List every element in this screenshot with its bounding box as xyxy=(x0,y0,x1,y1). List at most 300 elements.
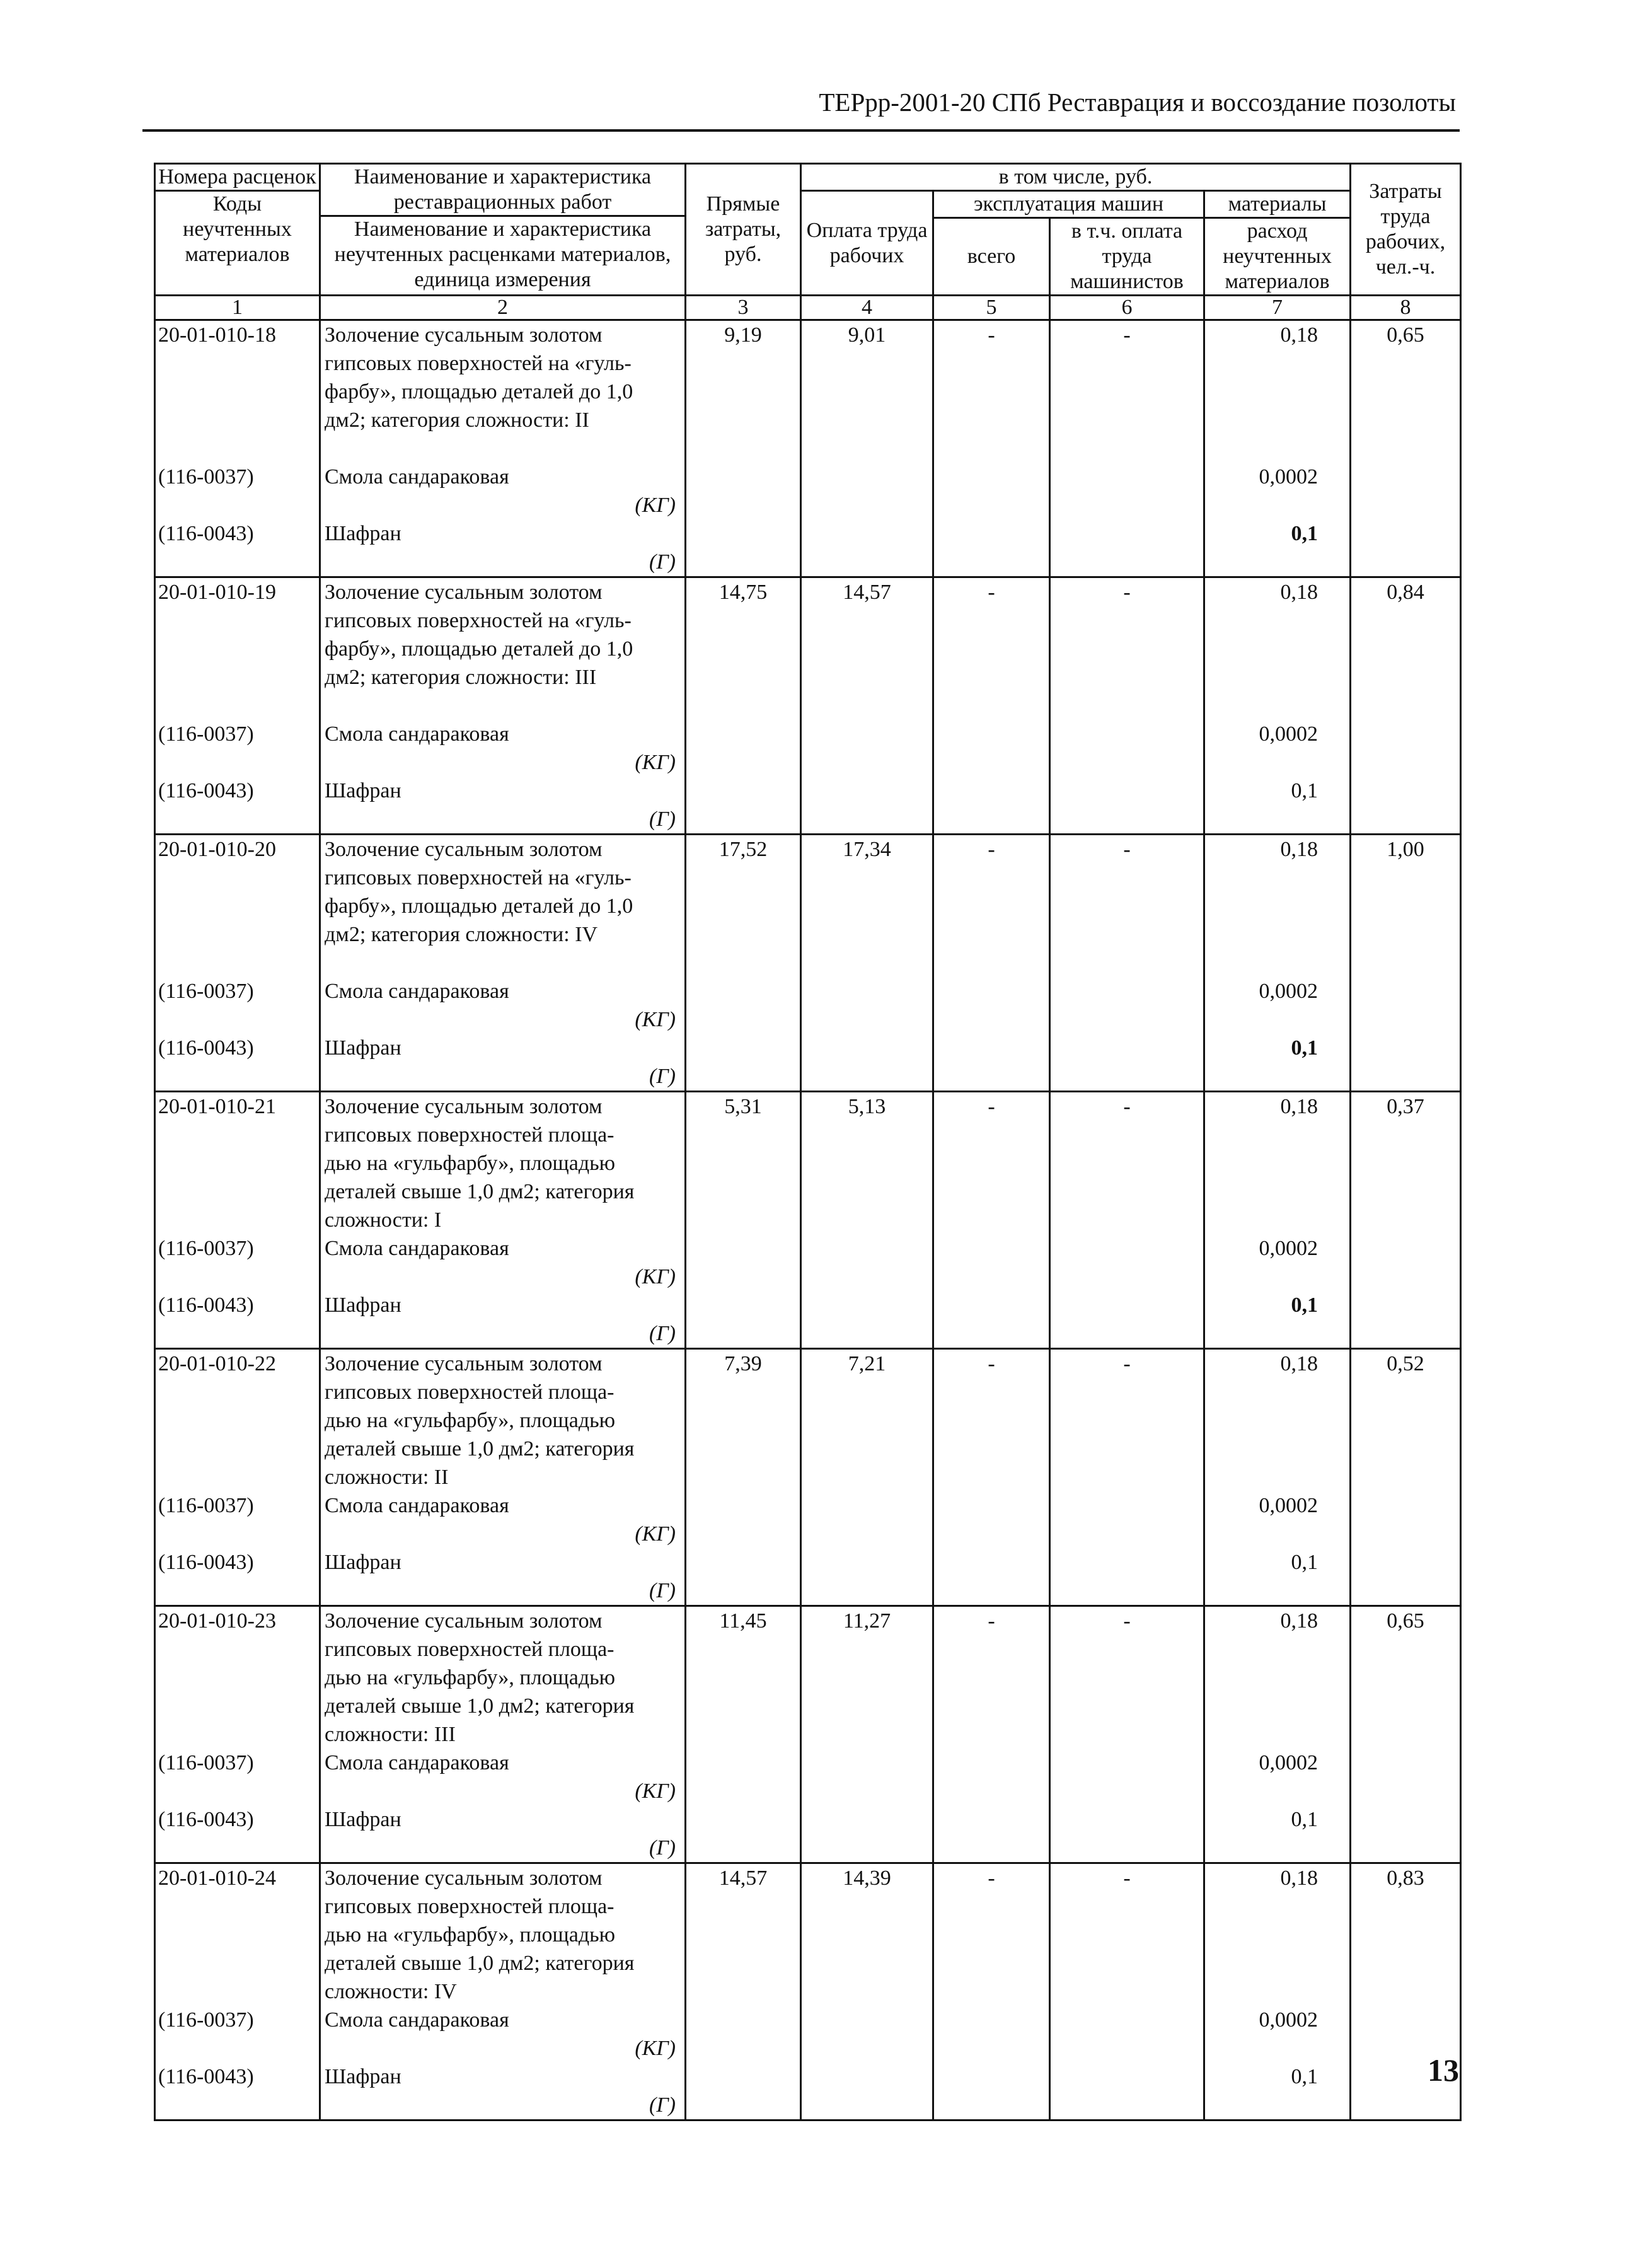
spacer-line xyxy=(1208,1663,1318,1692)
spacer-line xyxy=(158,892,316,920)
spacer-line xyxy=(1208,920,1318,949)
header-name-top: Наименование и характеристика реставрационных работ xyxy=(321,165,684,217)
material-name: Смола сандараковая xyxy=(325,722,509,746)
header-name-cell xyxy=(320,164,686,296)
direct-cost-value: 7,39 xyxy=(724,1352,762,1375)
direct-cost-value: 11,45 xyxy=(719,1609,767,1633)
header-wages: Оплата труда рабочих xyxy=(801,191,933,296)
spacer-line xyxy=(158,2034,316,2063)
code-cell xyxy=(155,1606,320,1863)
work-description-line: сложности: III xyxy=(325,1723,456,1746)
spacer-line xyxy=(1208,378,1318,406)
material-name: Шафран xyxy=(325,779,401,802)
spacer-line xyxy=(1208,1206,1318,1234)
direct-cost-value-cell xyxy=(686,1349,801,1606)
description-cell xyxy=(320,577,686,835)
work-description-line: фарбу», площадью деталей до 1,0 xyxy=(325,380,633,403)
spacer-line xyxy=(1208,1121,1318,1149)
direct-cost-value-cell xyxy=(686,577,801,835)
machinist-wages-value: - xyxy=(1123,1352,1131,1375)
material-name: Смола сандараковая xyxy=(325,465,509,489)
material-code: (116-0037) xyxy=(158,465,254,489)
materials-cell xyxy=(1204,1349,1351,1606)
material-code: (116-0037) xyxy=(158,722,254,746)
spacer-line xyxy=(158,1977,316,2006)
spacer-line xyxy=(1208,663,1318,691)
spacer-line xyxy=(158,920,316,949)
materials-value: 0,18 xyxy=(1280,1866,1318,1890)
work-description-line: деталей свыше 1,0 дм2; категория xyxy=(325,1437,635,1461)
labor-value: 0,37 xyxy=(1387,1095,1424,1118)
material-name: Шафран xyxy=(325,1808,401,1831)
column-number: 6 xyxy=(1050,296,1204,320)
material-amount: 0,0002 xyxy=(1259,1751,1318,1774)
table-row xyxy=(155,1606,1461,1863)
direct-cost-value-cell xyxy=(686,835,801,1092)
machines-total-value: - xyxy=(988,581,995,604)
materials-value: 0,18 xyxy=(1280,1095,1318,1118)
machines-total-value-cell xyxy=(933,320,1050,577)
material-code: (116-0037) xyxy=(158,1751,254,1774)
spacer-line xyxy=(158,949,316,977)
spacer-line xyxy=(158,1121,316,1149)
work-description-line: гипсовых поверхностей площа- xyxy=(325,1123,615,1147)
spacer-line xyxy=(158,1921,316,1949)
wages-value-cell xyxy=(801,1092,933,1349)
spacer-line xyxy=(1208,2034,1318,2063)
machinist-wages-value-cell xyxy=(1050,577,1204,835)
wages-value: 14,57 xyxy=(843,581,891,604)
spacer-line xyxy=(1208,1263,1318,1291)
material-unit: (Г) xyxy=(649,550,676,574)
table-row xyxy=(155,577,1461,835)
machines-total-value-cell xyxy=(933,1349,1050,1606)
machines-total-value: - xyxy=(988,838,995,861)
material-amount: 0,1 xyxy=(1291,1808,1318,1831)
spacer-line xyxy=(158,1520,316,1548)
code-cell xyxy=(155,320,320,577)
header-materials-consumption: расход неучтенных материалов xyxy=(1204,218,1351,296)
spacer-line xyxy=(1208,1949,1318,1977)
rate-code: 20-01-010-20 xyxy=(158,838,276,861)
material-unit: (Г) xyxy=(649,1322,676,1345)
work-description-line: фарбу», площадью деталей до 1,0 xyxy=(325,637,633,661)
material-code: (116-0043) xyxy=(158,779,254,802)
machinist-wages-value: - xyxy=(1123,1095,1131,1118)
machines-total-value-cell xyxy=(933,1863,1050,2120)
table-row xyxy=(155,835,1461,1092)
material-name: Смола сандараковая xyxy=(325,1751,509,1774)
work-description-line: фарбу», площадью деталей до 1,0 xyxy=(325,894,633,918)
spacer-line xyxy=(158,864,316,892)
description-cell xyxy=(320,1863,686,2120)
spacer-line xyxy=(1208,434,1318,463)
material-unit: (КГ) xyxy=(635,1008,676,1031)
material-amount: 0,1 xyxy=(1291,2065,1318,2088)
material-unit: (Г) xyxy=(649,1065,676,1088)
wages-value: 14,39 xyxy=(843,1866,891,1890)
material-code: (116-0043) xyxy=(158,1808,254,1831)
materials-cell xyxy=(1204,577,1351,835)
work-description-line: дью на «гульфарбу», площадью xyxy=(325,1409,616,1432)
column-number: 1 xyxy=(155,296,320,320)
materials-cell xyxy=(1204,835,1351,1092)
wages-value-cell xyxy=(801,1349,933,1606)
material-code: (116-0043) xyxy=(158,522,254,545)
materials-value: 0,18 xyxy=(1280,838,1318,861)
description-cell xyxy=(320,1606,686,1863)
work-description-line: Золочение сусальным золотом xyxy=(325,323,603,347)
machines-total-value: - xyxy=(988,1866,995,1890)
material-unit: (КГ) xyxy=(635,494,676,517)
spacer-line xyxy=(158,635,316,663)
spacer-line xyxy=(1208,1692,1318,1720)
spacer-line xyxy=(158,406,316,434)
wages-value: 17,34 xyxy=(843,838,891,861)
column-number: 2 xyxy=(320,296,686,320)
machinist-wages-value: - xyxy=(1123,1609,1131,1633)
material-name: Шафран xyxy=(325,2065,401,2088)
spacer-line xyxy=(158,1692,316,1720)
spacer-line xyxy=(1208,864,1318,892)
work-description-line: Золочение сусальным золотом xyxy=(325,1095,603,1118)
spacer-line xyxy=(1208,491,1318,519)
wages-value: 7,21 xyxy=(848,1352,886,1375)
spacer-line xyxy=(158,1720,316,1749)
material-amount: 0,0002 xyxy=(1259,465,1318,489)
spacer-line xyxy=(158,434,316,463)
header-code-cell xyxy=(155,164,320,296)
materials-cell xyxy=(1204,1863,1351,2120)
spacer-line xyxy=(1208,892,1318,920)
machines-total-value: - xyxy=(988,1352,995,1375)
spacer-line xyxy=(158,1378,316,1406)
materials-cell xyxy=(1204,1092,1351,1349)
document-header: ТЕРрр-2001-20 СПб Реставрация и воссоздание позолоты xyxy=(819,88,1456,117)
code-cell xyxy=(155,1863,320,2120)
material-unit: (КГ) xyxy=(635,2037,676,2060)
material-code: (116-0037) xyxy=(158,980,254,1003)
spacer-line xyxy=(1208,1435,1318,1463)
spacer-line xyxy=(158,1892,316,1921)
materials-value: 0,18 xyxy=(1280,581,1318,604)
work-description-line: дм2; категория сложности: III xyxy=(325,666,597,689)
header-code-top: Номера расценок xyxy=(156,165,319,192)
spacer-line xyxy=(1208,748,1318,777)
wages-value-cell xyxy=(801,835,933,1092)
material-unit: (Г) xyxy=(649,2093,676,2117)
spacer-line xyxy=(158,663,316,691)
material-name: Шафран xyxy=(325,522,401,545)
work-description-line: Золочение сусальным золотом xyxy=(325,581,603,604)
material-unit: (КГ) xyxy=(635,1779,676,1803)
material-unit: (КГ) xyxy=(635,1265,676,1288)
page-number: 13 xyxy=(1428,2052,1459,2088)
spacer-line xyxy=(1208,1977,1318,2006)
description-cell xyxy=(320,1092,686,1349)
work-description-line: Золочение сусальным золотом xyxy=(325,1352,603,1375)
material-name: Смола сандараковая xyxy=(325,980,509,1003)
wages-value-cell xyxy=(801,1863,933,2120)
direct-cost-value: 9,19 xyxy=(724,323,762,347)
work-description-line: гипсовых поверхностей на «гуль- xyxy=(325,866,632,889)
spacer-line xyxy=(1208,1635,1318,1663)
spacer-line xyxy=(1208,1892,1318,1921)
material-amount: 0,1 xyxy=(1291,1551,1318,1574)
header-machines: эксплуатация машин xyxy=(933,191,1204,218)
column-number: 7 xyxy=(1204,296,1351,320)
table-row xyxy=(155,1349,1461,1606)
spacer-line xyxy=(1208,691,1318,720)
work-description-line: гипсовых поверхностей на «гуль- xyxy=(325,352,632,375)
material-name: Смола сандараковая xyxy=(325,2008,509,2032)
code-cell xyxy=(155,577,320,835)
material-code: (116-0037) xyxy=(158,1494,254,1517)
material-name: Шафран xyxy=(325,1551,401,1574)
labor-cell xyxy=(1351,320,1461,577)
spacer-line xyxy=(158,491,316,519)
material-code: (116-0043) xyxy=(158,1036,254,1060)
code-cell xyxy=(155,1349,320,1606)
rate-code: 20-01-010-22 xyxy=(158,1352,276,1375)
materials-cell xyxy=(1204,1606,1351,1863)
labor-value: 0,52 xyxy=(1387,1352,1424,1375)
header-materials: материалы xyxy=(1204,191,1351,218)
work-description-line: Золочение сусальным золотом xyxy=(325,1866,603,1890)
material-unit: (КГ) xyxy=(635,1522,676,1546)
table-row xyxy=(155,1092,1461,1349)
spacer-line xyxy=(1208,1463,1318,1491)
labor-cell xyxy=(1351,835,1461,1092)
spacer-line xyxy=(1208,1378,1318,1406)
rate-code: 20-01-010-19 xyxy=(158,581,276,604)
spacer-line xyxy=(158,606,316,635)
header-name-bottom: Наименование и характеристика неучтенных расценками материалов, единица измерения xyxy=(334,217,671,291)
spacer-line xyxy=(1208,1720,1318,1749)
machines-total-value: - xyxy=(988,1095,995,1118)
spacer-line xyxy=(158,1777,316,1805)
code-cell xyxy=(155,1092,320,1349)
column-number: 3 xyxy=(686,296,801,320)
spacer-line xyxy=(158,691,316,720)
material-amount: 0,0002 xyxy=(1259,980,1318,1003)
work-description-line: деталей свыше 1,0 дм2; категория xyxy=(325,1694,635,1718)
wages-value-cell xyxy=(801,577,933,835)
wages-value: 11,27 xyxy=(843,1609,891,1633)
work-description-line: сложности: IV xyxy=(325,1980,457,2003)
header-code-bottom: Коды неучтенных материалов xyxy=(183,192,292,266)
spacer-line xyxy=(158,378,316,406)
work-description-line: дм2; категория сложности: IV xyxy=(325,923,598,946)
material-name: Смола сандараковая xyxy=(325,1494,509,1517)
machinist-wages-value: - xyxy=(1123,838,1131,861)
direct-cost-value-cell xyxy=(686,320,801,577)
code-cell xyxy=(155,835,320,1092)
header-machinist-wages: в т.ч. оплата труда машинистов xyxy=(1050,218,1204,296)
spacer-line xyxy=(1208,1149,1318,1177)
machinist-wages-value: - xyxy=(1123,323,1131,347)
material-unit: (Г) xyxy=(649,1836,676,1860)
material-unit: (Г) xyxy=(649,1579,676,1602)
labor-cell xyxy=(1351,1092,1461,1349)
work-description-line: дью на «гульфарбу», площадью xyxy=(325,1666,616,1689)
wages-value: 5,13 xyxy=(848,1095,886,1118)
direct-cost-value: 17,52 xyxy=(718,838,768,861)
work-description-line: гипсовых поверхностей площа- xyxy=(325,1638,615,1661)
work-description-line: гипсовых поверхностей площа- xyxy=(325,1895,615,1918)
work-description-line: гипсовых поверхностей площа- xyxy=(325,1380,615,1404)
labor-value: 0,84 xyxy=(1387,581,1424,604)
spacer-line xyxy=(158,1949,316,1977)
spacer-line xyxy=(158,748,316,777)
column-number: 5 xyxy=(933,296,1050,320)
machines-total-value-cell xyxy=(933,1092,1050,1349)
machinist-wages-value: - xyxy=(1123,1866,1131,1890)
machinist-wages-value-cell xyxy=(1050,1606,1204,1863)
spacer-line xyxy=(1208,1921,1318,1949)
labor-value: 0,65 xyxy=(1387,323,1424,347)
spacer-line xyxy=(158,1263,316,1291)
table-row xyxy=(155,1863,1461,2120)
spacer-line xyxy=(1208,1406,1318,1435)
direct-cost-value: 14,75 xyxy=(718,581,768,604)
machines-total-value: - xyxy=(988,323,995,347)
materials-value: 0,18 xyxy=(1280,323,1318,347)
spacer-line xyxy=(1208,406,1318,434)
spacer-line xyxy=(158,1435,316,1463)
labor-cell xyxy=(1351,577,1461,835)
spacer-line xyxy=(158,1005,316,1034)
material-unit: (КГ) xyxy=(635,751,676,774)
rate-code: 20-01-010-24 xyxy=(158,1866,276,1890)
material-amount: 0,0002 xyxy=(1259,722,1318,746)
spacer-line xyxy=(158,1149,316,1177)
machinist-wages-value-cell xyxy=(1050,1863,1204,2120)
spacer-line xyxy=(325,949,681,977)
work-description-line: дью на «гульфарбу», площадью xyxy=(325,1152,616,1175)
material-amount: 0,0002 xyxy=(1259,1237,1318,1260)
spacer-line xyxy=(158,1177,316,1206)
spacer-line xyxy=(1208,1177,1318,1206)
machinist-wages-value-cell xyxy=(1050,320,1204,577)
direct-cost-value-cell xyxy=(686,1863,801,2120)
labor-value: 0,83 xyxy=(1387,1866,1424,1890)
description-cell xyxy=(320,320,686,577)
column-number-row xyxy=(155,296,1461,320)
work-description-line: Золочение сусальным золотом xyxy=(325,838,603,861)
work-description-line: гипсовых поверхностей на «гуль- xyxy=(325,609,632,632)
spacer-line xyxy=(1208,635,1318,663)
spacer-line xyxy=(1208,949,1318,977)
wages-value-cell xyxy=(801,1606,933,1863)
material-amount: 0,1 xyxy=(1291,779,1318,802)
spacer-line xyxy=(1208,1520,1318,1548)
material-amount: 0,1 xyxy=(1291,522,1318,545)
work-description-line: деталей свыше 1,0 дм2; категория xyxy=(325,1180,635,1203)
wages-value: 9,01 xyxy=(848,323,886,347)
spacer-line xyxy=(158,1463,316,1491)
material-name: Шафран xyxy=(325,1293,401,1317)
column-number: 4 xyxy=(801,296,933,320)
material-code: (116-0037) xyxy=(158,1237,254,1260)
material-amount: 0,1 xyxy=(1291,1036,1318,1060)
materials-value: 0,18 xyxy=(1280,1609,1318,1633)
work-description-line: деталей свыше 1,0 дм2; категория xyxy=(325,1952,635,1975)
machines-total-value-cell xyxy=(933,577,1050,835)
labor-cell xyxy=(1351,1349,1461,1606)
spacer-line xyxy=(325,434,681,463)
machinist-wages-value-cell xyxy=(1050,835,1204,1092)
spacer-line xyxy=(158,349,316,378)
direct-cost-value-cell xyxy=(686,1092,801,1349)
material-amount: 0,0002 xyxy=(1259,1494,1318,1517)
machinist-wages-value: - xyxy=(1123,581,1131,604)
header-labor: Затраты труда рабочих, чел.-ч. xyxy=(1351,164,1461,296)
direct-cost-value-cell xyxy=(686,1606,801,1863)
spacer-line xyxy=(1208,1005,1318,1034)
header-machines-total: всего xyxy=(933,218,1050,296)
work-description-line: Золочение сусальным золотом xyxy=(325,1609,603,1633)
material-code: (116-0043) xyxy=(158,2065,254,2088)
material-amount: 0,1 xyxy=(1291,1293,1318,1317)
rate-code: 20-01-010-18 xyxy=(158,323,276,347)
work-description-line: дью на «гульфарбу», площадью xyxy=(325,1923,616,1947)
header-direct-costs: Прямые затраты, руб. xyxy=(686,164,801,296)
material-code: (116-0043) xyxy=(158,1551,254,1574)
wages-value-cell xyxy=(801,320,933,577)
material-unit: (Г) xyxy=(649,807,676,831)
materials-cell xyxy=(1204,320,1351,577)
direct-cost-value: 5,31 xyxy=(724,1095,762,1118)
work-description-line: сложности: I xyxy=(325,1208,442,1232)
work-description-line: дм2; категория сложности: II xyxy=(325,408,589,432)
machinist-wages-value-cell xyxy=(1050,1349,1204,1606)
material-amount: 0,0002 xyxy=(1259,2008,1318,2032)
description-cell xyxy=(320,835,686,1092)
spacer-line xyxy=(1208,349,1318,378)
table-row xyxy=(155,320,1461,577)
header-including: в том числе, руб. xyxy=(801,164,1351,191)
spacer-line xyxy=(1208,1777,1318,1805)
machinist-wages-value-cell xyxy=(1050,1092,1204,1349)
machines-total-value-cell xyxy=(933,835,1050,1092)
column-number: 8 xyxy=(1351,296,1461,320)
spacer-line xyxy=(158,1635,316,1663)
rates-table xyxy=(154,163,1462,2121)
material-code: (116-0037) xyxy=(158,2008,254,2032)
spacer-line xyxy=(1208,606,1318,635)
description-cell xyxy=(320,1349,686,1606)
labor-value: 0,65 xyxy=(1387,1609,1424,1633)
material-name: Шафран xyxy=(325,1036,401,1060)
labor-cell xyxy=(1351,1606,1461,1863)
machines-total-value-cell xyxy=(933,1606,1050,1863)
work-description-line: сложности: II xyxy=(325,1466,449,1489)
materials-value: 0,18 xyxy=(1280,1352,1318,1375)
direct-cost-value: 14,57 xyxy=(718,1866,768,1890)
spacer-line xyxy=(158,1663,316,1692)
labor-value: 1,00 xyxy=(1387,838,1424,861)
header-rule xyxy=(142,129,1460,132)
rate-code: 20-01-010-21 xyxy=(158,1095,276,1118)
spacer-line xyxy=(325,691,681,720)
material-code: (116-0043) xyxy=(158,1293,254,1317)
spacer-line xyxy=(158,1406,316,1435)
machines-total-value: - xyxy=(988,1609,995,1633)
spacer-line xyxy=(158,1206,316,1234)
material-name: Смола сандараковая xyxy=(325,1237,509,1260)
rate-code: 20-01-010-23 xyxy=(158,1609,276,1633)
